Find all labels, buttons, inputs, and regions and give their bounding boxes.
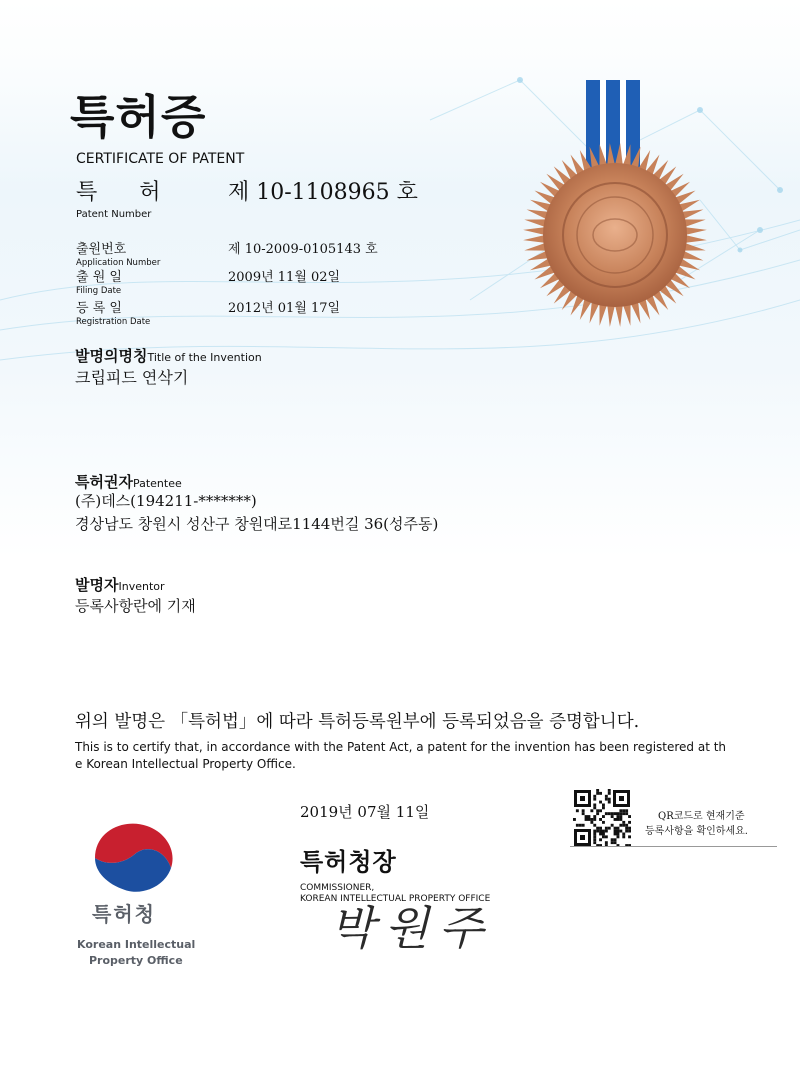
certificate-title-en: CERTIFICATE OF PATENT — [76, 151, 245, 167]
invention-title-label: 발명의명칭 — [75, 347, 148, 365]
commissioner-title-en-line1: COMMISSIONER, — [300, 883, 375, 893]
kipo-logo-emblem — [85, 810, 185, 900]
kipo-logo-text-en-line2: Property Office — [89, 954, 183, 967]
commissioner-title-en-line2: KOREAN INTELLECTUAL PROPERTY OFFICE — [300, 894, 491, 904]
qr-code[interactable] — [573, 789, 631, 847]
commissioner-title: 특허청장 — [300, 848, 397, 876]
certification-statement-ko: 위의 발명은 「특허법」에 따라 특허등록원부에 등록되었음을 증명합니다. — [75, 712, 640, 732]
patentee-label-en: Patentee — [132, 477, 182, 490]
inventor-label-en: Inventor — [118, 580, 165, 593]
application-number-label: 출원번호 — [76, 242, 127, 257]
filing-date-value: 2009년 11월 02일 — [228, 270, 341, 285]
patentee-heading — [75, 472, 182, 491]
inventor-label: 발명자 — [75, 576, 119, 594]
government-seal — [520, 140, 710, 330]
application-number-label-en: Application Number — [76, 258, 161, 268]
issue-date: 2019년 07월 11일 — [300, 803, 430, 821]
inventor-value: 등록사항란에 기재 — [75, 597, 196, 615]
kipo-logo-text-ko: 특허청 — [92, 902, 156, 926]
filing-date-label-en: Filing Date — [76, 286, 122, 296]
certification-statement-en-line2: e Korean Intellectual Property Office. — [75, 757, 296, 771]
patentee-label: 특허권자 — [75, 473, 133, 491]
patent-number-label: 특 허 — [76, 180, 161, 205]
invention-title-value: 크립피드 연삭기 — [75, 368, 189, 387]
invention-title-label-en: Title of the Invention — [147, 351, 262, 364]
inventor-heading — [75, 575, 165, 594]
patentee-address: 경상남도 창원시 성산구 창원대로1144번길 36(성주동) — [75, 515, 439, 533]
patent-number-value: 제 10-1108965 호 — [228, 180, 418, 205]
certificate-title: 특허증 — [70, 90, 207, 144]
patentee-name: (주)데스(194211-*******) — [75, 492, 257, 510]
registration-date-label-en: Registration Date — [76, 317, 151, 327]
registration-date-label: 등 록 일 — [76, 301, 122, 316]
kipo-logo-text-en-line1: Korean Intellectual — [77, 938, 196, 951]
invention-title-heading — [75, 346, 262, 365]
registration-date-value: 2012년 01월 17일 — [228, 301, 341, 316]
patent-number-label-en: Patent Number — [76, 209, 152, 220]
certification-statement-en-line1: This is to certify that, in accordance with the Patent Act, a patent for the invention has been registered at th — [75, 740, 727, 754]
qr-note-line1: QR코드로 현재기준 — [658, 811, 745, 822]
commissioner-signature: 박원주 — [330, 901, 494, 955]
qr-note-line2: 등록사항을 확인하세요. — [645, 826, 748, 837]
filing-date-label: 출 원 일 — [76, 270, 122, 285]
qr-divider — [570, 846, 777, 847]
application-number-value: 제 10-2009-0105143 호 — [228, 242, 378, 257]
